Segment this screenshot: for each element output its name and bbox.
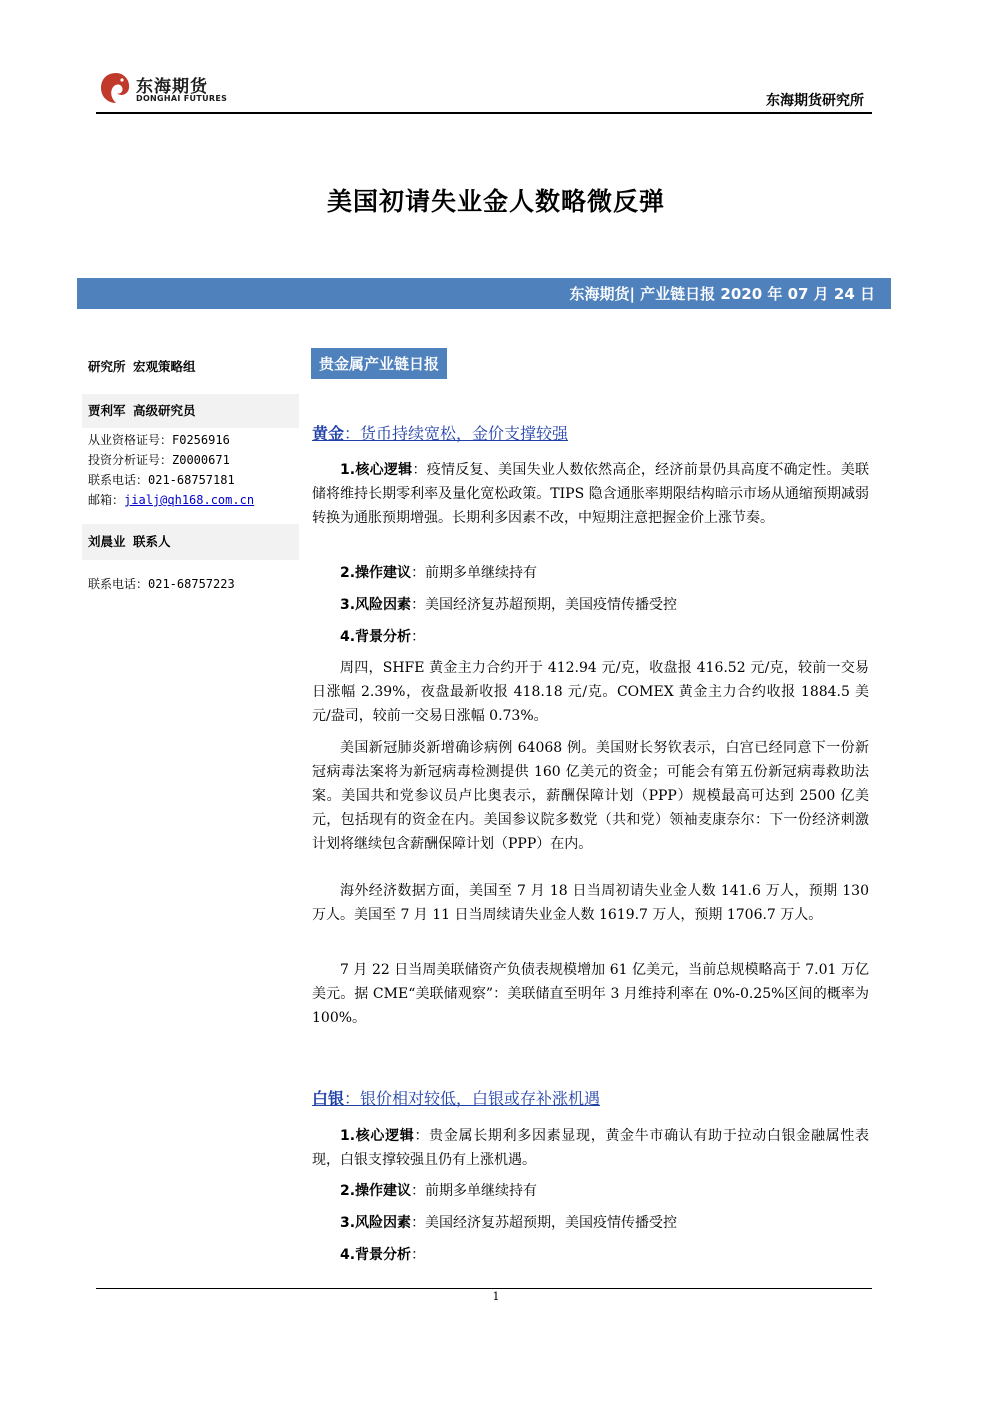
gold-core-logic-text: ：疫情反复、美国失业人数依然高企，经济前景仍具高度不确定性。美联储将维持长期零利率及量化宽松政策。TIPS 隐含通胀率期限结构暗示市场从通缩预期减弱转换为通胀预期增强。长期利多因素不改，中短期注意把握金价上涨节奏。 <box>312 462 870 526</box>
sidebar-phone-analyst: 联系电话：021-68757181 <box>88 473 235 487</box>
gold-background-colon: ： <box>411 629 426 645</box>
silver-heading-lead: 白银 <box>312 1089 345 1108</box>
silver-background-label: 4.背景分析 <box>340 1247 412 1263</box>
silver-operation-label: 2.操作建议 <box>340 1183 412 1199</box>
company-logo <box>96 68 236 110</box>
silver-operation-text: ：前期多单继续持有 <box>411 1183 538 1199</box>
sidebar-email-label: 邮箱： <box>88 493 125 507</box>
silver-risk-text: ：美国经济复苏超预期，美国疫情传播受控 <box>411 1215 678 1231</box>
silver-operation <box>312 1179 869 1203</box>
sidebar-cert-practice: 从业资格证号：F0256916 <box>88 433 230 447</box>
gold-bg-paragraph-3: 海外经济数据方面，美国至 7 月 18 日当周初请失业金人数 141.6 万人，预期 130 万人。美国至 7 月 11 日当周续请失业金人数 1619.7 万人，预期 1706.7 万人。 <box>312 883 869 923</box>
gold-bg-paragraph-1: 周四，SHFE 黄金主力合约开于 412.94 元/克，收盘报 416.52 元/克，较前一交易日涨幅 2.39%，夜盘最新收报 418.18 元/克。COMEX 黄金主力合约收报 1884.5 美元/盎司，较前一交易日涨幅 0.73%。 <box>312 660 869 724</box>
gold-bg-paragraph-4: 7 月 22 日当周美联储资产负债表规模增加 61 亿美元，当前总规模略高于 7.01 万亿美元。据 CME“美联储观察”：美联储直至明年 3 月维持利率在 0%-0.25%区间的概率为 100%。 <box>312 962 869 1026</box>
gold-operation-label: 2.操作建议 <box>340 565 412 581</box>
silver-background-colon: ： <box>411 1247 426 1263</box>
gold-heading-rest: ：货币持续宽松，金价支撑较强 <box>344 424 569 443</box>
silver-core-logic-text: ：贵金属长期利多因素显现，黄金牛市确认有助于拉动白银金融属性表现，白银支撑较强且仍有上涨机遇。 <box>312 1128 870 1168</box>
gold-operation-text: ：前期多单继续持有 <box>411 565 538 581</box>
page-number: 1 <box>492 1290 500 1303</box>
gold-risk <box>312 593 869 617</box>
footer-divider <box>96 1288 872 1289</box>
section-tag: 贵金属产业链日报 <box>311 348 447 379</box>
gold-background <box>312 625 869 649</box>
silver-risk <box>312 1211 869 1235</box>
silver-section-heading <box>312 1086 600 1109</box>
gold-operation <box>312 561 869 585</box>
gold-risk-label: 3.风险因素 <box>340 597 412 613</box>
silver-core-logic-label: 1.核心逻辑 <box>340 1128 415 1144</box>
gold-heading-lead: 黄金 <box>312 424 345 443</box>
sidebar-email-link[interactable]: jialj@qh168.com.cn <box>124 493 255 507</box>
report-banner-text: 东海期货| 产业链日报 2020 年 07 月 24 日 <box>569 285 875 303</box>
silver-risk-label: 3.风险因素 <box>340 1215 412 1231</box>
gold-bg-paragraph-2: 美国新冠肺炎新增确诊病例 64068 例。美国财长努钦表示，白宫已经同意下一份新冠病毒法案将为新冠病毒检测提供 160 亿美元的资金；可能会有第五份新冠病毒救助法案。美国共和党参议员卢比奥表示，薪酬保障计划（PPP）规模最高可达到 2500 亿美元，包括现有的资金在内。美国参议院多数党（共和党）领袖麦康奈尔：下一份经济刺激计划将继续包含薪酬保障计划（PPP）在内。 <box>312 740 869 852</box>
sidebar-analyst: 贾利军 高级研究员 <box>82 394 299 428</box>
silver-background <box>312 1243 869 1267</box>
sidebar-contact: 刘晨业 联系人 <box>82 524 299 560</box>
logo-english-name: DONGHAI FUTURES <box>136 94 228 103</box>
logo-chinese-name: 东海期货 <box>136 77 208 97</box>
gold-risk-text: ：美国经济复苏超预期，美国疫情传播受控 <box>411 597 678 613</box>
sidebar-phone-contact: 联系电话：021-68757223 <box>88 577 235 591</box>
gold-core-logic <box>312 458 869 530</box>
header-org-name: 东海期货研究所 <box>766 93 864 109</box>
sidebar-dept: 研究所 宏观策略组 <box>82 350 299 384</box>
gold-background-label: 4.背景分析 <box>340 629 412 645</box>
dragon-logo-icon <box>98 70 134 106</box>
gold-core-logic-label: 1.核心逻辑 <box>340 462 413 478</box>
silver-core-logic <box>312 1124 869 1172</box>
author-sidebar <box>82 350 299 594</box>
header-divider <box>96 112 872 114</box>
silver-heading-rest: ：银价相对较低，白银或存补涨机遇 <box>344 1089 601 1108</box>
page-title: 美国初请失业金人数略微反弹 <box>326 187 665 216</box>
gold-section-heading <box>312 421 568 444</box>
sidebar-email-row <box>82 490 299 510</box>
sidebar-cert-analysis: 投资分析证号：Z0000671 <box>88 453 230 467</box>
report-banner <box>77 278 891 309</box>
